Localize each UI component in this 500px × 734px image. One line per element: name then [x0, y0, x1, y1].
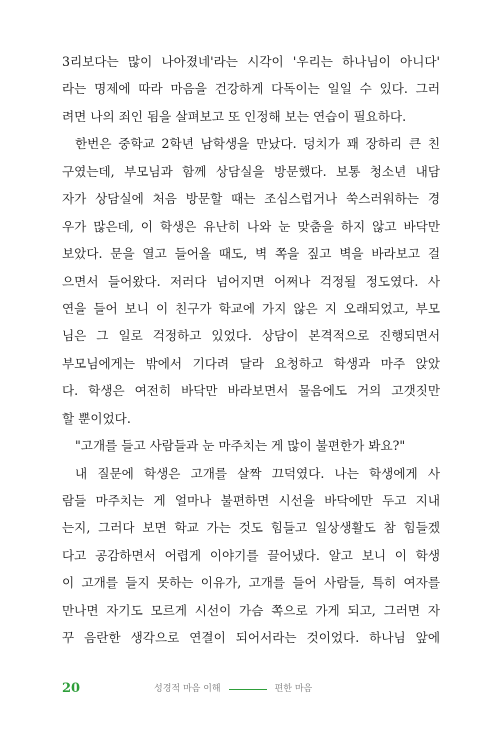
text-line: 할 뿐이었다. [62, 410, 131, 426]
text-line: 이 고개를 들지 못하는 이유가, 고개를 들어 사람들, 특히 여자를 [62, 575, 440, 591]
page-footer [62, 680, 440, 700]
text-line: "고개를 들고 사람들과 눈 마주치는 게 많이 불편한가 봐요?" [75, 438, 406, 454]
text-line: 님은 그 일로 걱정하고 있었다. 상담이 본격적으로 진행되면서 [62, 328, 440, 344]
text-line: 3리보다는 많이 나아졌네'라는 시각이 '우리는 하나님이 아니다' [62, 54, 440, 69]
text-line: 다고 공감하면서 어렵게 이야기를 끌어냈다. 알고 보니 이 학생 [62, 547, 440, 563]
body-text [62, 48, 440, 652]
text-line: 부모님에게는 밖에서 기다려 달라 요청하고 학생과 마주 앉았 [62, 355, 440, 371]
text-line: 내 질문에 학생은 고개를 살짝 끄덕였다. 나는 학생에게 사 [75, 465, 440, 481]
book-title: 성경적 마음 이해 [154, 684, 221, 694]
text-line: 려면 나의 죄인 됨을 살펴보고 또 인정해 보는 연습이 필요하다. [62, 108, 407, 124]
text-line: 보았다. 문을 열고 들어올 때도, 벽 쪽을 짚고 벽을 바라보고 걸 [62, 246, 440, 262]
text-line: 연을 들어 보니 이 친구가 학교에 가지 않은 지 오래되었고, 부모 [62, 300, 440, 316]
text-line: 만나면 자기도 모르게 시선이 가슴 쪽으로 가게 되고, 그러면 자 [62, 602, 440, 618]
text-line: 꾸 음란한 생각으로 연결이 되어서라는 것이었다. 하나님 앞에 [62, 630, 440, 646]
text-line: 으면서 들어왔다. 저러다 넘어지면 어쩌나 걱정될 정도였다. 사 [62, 273, 440, 289]
text-line: 자가 상담실에 처음 방문할 때는 조심스럽거나 쑥스러워하는 경 [62, 191, 440, 207]
text-line: 우가 많은데, 이 학생은 유난히 나와 눈 맞춤을 하지 않고 바닥만 [62, 218, 440, 234]
footer-divider [229, 689, 267, 690]
chapter-title: 편한 마음 [274, 684, 313, 694]
text-line: 다. 학생은 여전히 바닥만 바라보면서 물음에도 거의 고갯짓만 [62, 383, 440, 399]
text-line: 라는 명제에 따라 마음을 건강하게 다독이는 일일 수 있다. 그러 [62, 81, 440, 97]
page-number: 20 [62, 681, 81, 696]
running-head [154, 682, 312, 696]
text-line: 는지, 그러다 보면 학교 가는 것도 힘들고 일상생활도 참 힘들겠 [62, 520, 440, 536]
text-line: 구였는데, 부모님과 함께 상담실을 방문했다. 보통 청소년 내담 [62, 163, 440, 179]
text-line: 람들 마주치는 게 얼마나 불편하면 시선을 바닥에만 두고 지내 [62, 493, 440, 508]
text-line: 한번은 중학교 2학년 남학생을 만났다. 덩치가 꽤 장하리 큰 친 [75, 136, 440, 152]
